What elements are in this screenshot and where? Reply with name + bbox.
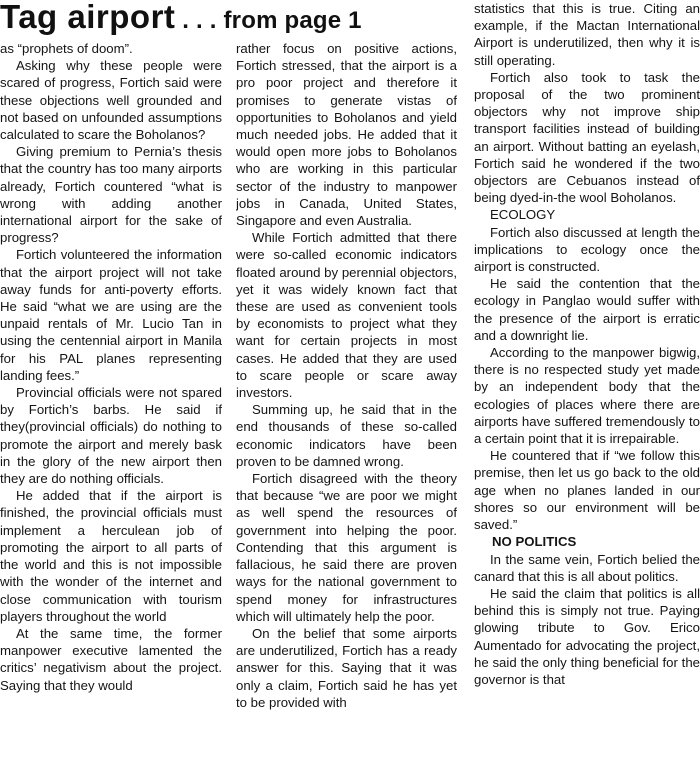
column-1-paragraph-7: At the same time, the former manpower executive lamented the critics’ negativism about the project. Saying that they would xyxy=(0,625,222,693)
column-3 xyxy=(474,0,700,764)
ecology-paragraph-1: Fortich also discussed at length the implications to ecology once the airport is constructed. xyxy=(474,224,700,275)
column-1-paragraph-1: as “prophets of doom”. xyxy=(0,41,133,56)
column-2 xyxy=(236,40,457,764)
subhead-no-politics: NO POLITICS xyxy=(492,534,577,550)
column-1-paragraph-3: Giving premium to Pernia’s thesis that the country has too many airports already, Fortich countered “what is wrong with adding another international airport for the sake of progress? xyxy=(0,144,222,246)
politics-paragraph-2: He said the claim that politics is all behind this is simply not true. Paying glowing tribute to Gov. Erico Aumentado for advocating the project, he said the only thing beneficial for the governor is that xyxy=(474,585,700,687)
column-3-paragraph-objectors: Fortich also took to task the proposal of the two prominent objectors why not improve ship transport facilities instead of building an airport. Without batting an eyelash, Fortich said he wondered if the two objectors are Cebuanos instead of being dyed-in-the wool Boholanos. xyxy=(474,69,700,206)
column-2-paragraph-4: Fortich disagreed with the theory that because “we are poor we might as well spend the resources of government into helping the poor. Contending that this argument is fallacious, he said there are proven ways for the national government to spend money for infrastructures which will ultimately help the poor. xyxy=(236,471,457,624)
column-1-paragraph-6: He added that if the airport is finished, the provincial officials must implement a herculean job of promoting the airport to all parts of the world and this is not impossible with the wonder of the internet and close communication with tourism players throughout the world xyxy=(0,488,222,624)
column-2-paragraph-3: Summing up, he said that in the end thousands of these so-called economic indicators have been proven to be damned wrong. xyxy=(236,402,457,469)
column-3-paragraph-intro: statistics that this is true. Citing an example, if the Mactan International Airport is underutilized, then why it is still operating. xyxy=(474,1,700,68)
column-1-paragraph-2: Asking why these people were scared of progress, Fortich said were these objections well grounded and not based on unfounded assumptions calculated to scare the Boholanos? xyxy=(0,58,222,143)
column-2-paragraph-1: rather focus on positive actions, Fortich stressed, that the airport is a pro poor project and therefore it promises to generate vistas of opportunities to Boholanos and yield much needed jobs. He added that it would open more jobs to Boholanos who are working in this particular sector of the industry to manpower jobs in Canada, United States, Singapore and even Australia. xyxy=(236,41,457,229)
column-1-paragraph-5: Provincial officials were not spared by Fortich’s barbs. He said if they(provincial officials) do nothing to promote the airport and merely bask in the glory of the new airport then they are do nothing officials. xyxy=(0,385,222,487)
headline xyxy=(0,0,362,33)
politics-paragraph-1: In the same vein, Fortich belied the canard that this is all about politics. xyxy=(474,551,700,584)
column-1 xyxy=(0,40,222,764)
ecology-paragraph-3: According to the manpower bigwig, there is no respected study yet made by an independent body that the ecologies of places where there are airports have suffered tremendously to a certain point that it is irrepairable. xyxy=(474,345,700,447)
column-2-paragraph-2: While Fortich admitted that there were so-called economic indicators floated around by perennial objectors, yet it was widely known fact that these are used as convenient tools by economists to project what they want for certain projects in most cases. He added that they are used to scare people or scare away investors. xyxy=(236,230,457,401)
column-1-paragraph-4: Fortich volunteered the information that the airport project will not take away funds for anti-poverty efforts. He said “what we are using are the unpaid rentals of Mr. Lucio Tan in using the centennial airport in Manila for his PAL planes representing landing fees.” xyxy=(0,247,222,383)
subhead-ecology: ECOLOGY xyxy=(490,207,556,223)
headline-continuation: . . . from page 1 xyxy=(175,7,362,34)
headline-title: Tag airport xyxy=(0,0,176,35)
column-2-paragraph-5: On the belief that some airports are underutilized, Fortich has a ready answer for this. Saying that it was only a claim, Fortich said he has yet to be provided with xyxy=(236,625,457,710)
ecology-paragraph-4: He countered that if “we follow this premise, then let us go back to the old age when no planes landed in our shores so our environment will be saved.” xyxy=(474,448,700,533)
ecology-paragraph-2: He said the contention that the ecology in Panglao would suffer with the presence of the airport is erratic and a downright lie. xyxy=(474,276,700,343)
